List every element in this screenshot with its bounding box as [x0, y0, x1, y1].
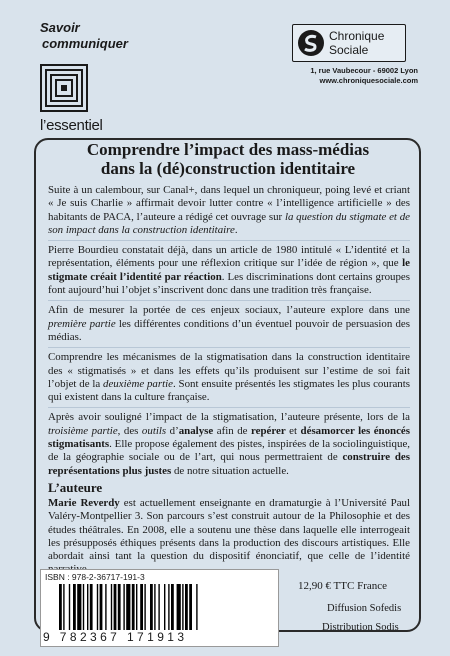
publisher-name [329, 29, 384, 57]
isbn-block [40, 569, 279, 647]
summary-paragraph-3: Afin de mesurer la portée de ces enjeux sociaux, l’auteure explore dans une première partie les différentes conditions d’un éventuel pouvoir de persuasion des médias. [48, 304, 410, 343]
publisher-name-line-2: Sociale [329, 43, 369, 57]
barcode-digits: 9 782367 171913 [43, 630, 188, 644]
publisher-address [280, 66, 418, 86]
summary-paragraph-4: Comprendre les mécanismes de la stigmatisation dans la construction identitaire des « stigmatisés » et dans les effets qu’ils produisent sur l’estime de soi fait l’objet de la deuxième partie. Sont ensuite présentés les stigmates les plus courants qui existent dans la culture française. [48, 351, 410, 404]
barcode-icon [59, 584, 271, 630]
divider [48, 347, 410, 348]
author-name: Marie Reverdy [48, 497, 120, 509]
publisher-website: www.chroniquesociale.com [319, 76, 418, 85]
publisher-name-line-1: Chronique [329, 29, 385, 43]
price: 12,90 € TTC France [298, 580, 388, 592]
series-line-2: communiquer [42, 36, 128, 51]
divider [48, 300, 410, 301]
collection-logo-icon [40, 64, 88, 112]
author-bio: Marie Reverdy est actuellement enseignante en dramaturgie à l’Université Paul Valéry-Montpellier 3. Son parcours s’est construit autour de la Philosophie et des études théâtrales. En 2008, elle a soutenu une thèse dans laquelle elle interrogeait les présupposés éthiques présents dans la production des discours artistiques. Elle abordait ainsi tant la question du dispositif énonciatif, que celle de l’identité [48, 497, 410, 563]
publisher-street: 1, rue Vaubecour - 69002 Lyon [310, 66, 418, 75]
series-name [40, 20, 128, 52]
summary-paragraph-5: Après avoir souligné l’impact de la stigmatisation, l’auteure présente, lors de la troisième partie, des outils d’analyse afin de repérer et désamorcer les énoncés stigmatisants. Elle propose également des pistes, inspirées de la sociolinguistique, de la géographie sociale ou de l’art, qui nous permettraient de construire des représentations plus justes de notre situation actuelle. [48, 411, 410, 477]
summary-text [48, 184, 410, 478]
collection-name: l’essentiel [40, 117, 103, 134]
book-title-line-2: dans la (dé)construction identitaire [100, 159, 356, 178]
book-title [36, 140, 420, 178]
publisher-emblem-icon [297, 29, 325, 57]
book-title-line-1: Comprendre l’impact des mass-médias [86, 140, 370, 159]
summary-paragraph-1: Suite à un calembour, sur Canal+, dans lequel un chroniqueur, poing levé et criant « Je suis Charlie » affirmait devoir lutter contre « l’intelligence artificielle » des habitants de PACA, l’auteure a rédigé cet ouvrage sur la question du stigmate et de son impact dans la construction identitaire. [48, 184, 410, 236]
publisher-logo [292, 24, 406, 62]
isbn-label: ISBN : 978-2-36717-191-3 [45, 572, 145, 582]
author-heading: L’auteure [48, 480, 103, 495]
distribution-label: Distribution Sodis [322, 622, 399, 633]
summary-paragraph-2: Pierre Bourdieu constatait déjà, dans un article de 1980 intitulé « L’identité et la représentation, éléments pour une réflexion critique sur l’idée de région », que le stigmate créait l’identité par réaction. Les discriminations dont certains groupes font aujourd’hui l’objet s’inscrivent donc dans une tradition très française. [48, 244, 410, 297]
diffusion-label: Diffusion Sofedis [327, 603, 402, 614]
divider [48, 407, 410, 408]
series-line-1: Savoir [40, 20, 80, 35]
divider [48, 240, 410, 241]
